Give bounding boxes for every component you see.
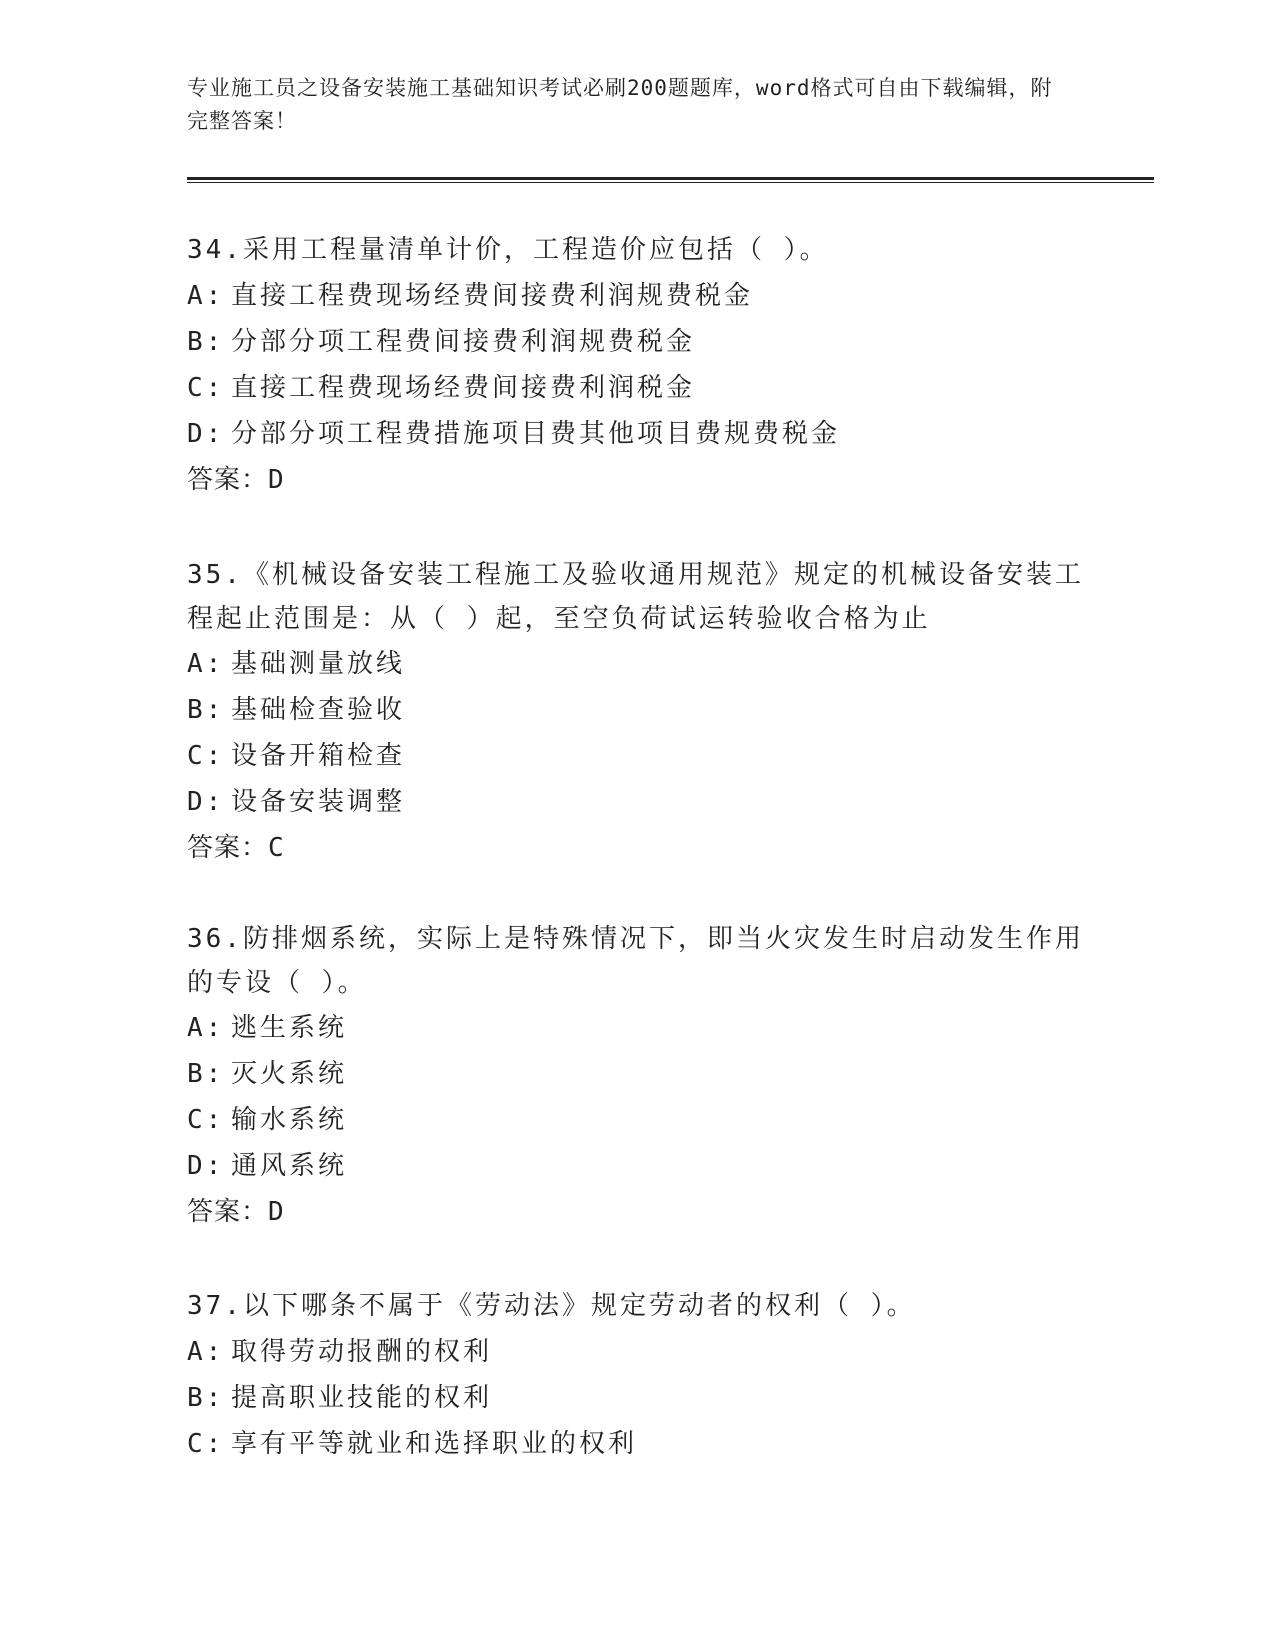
option-letter: B:	[187, 1383, 225, 1413]
option-letter: A:	[187, 649, 225, 679]
option-c	[187, 365, 1087, 411]
option-b	[187, 319, 1087, 365]
option-a	[187, 1329, 1087, 1375]
answer-line: 答案：D	[187, 1197, 285, 1227]
answer-line: 答案：D	[187, 465, 285, 495]
question-stem: 37.以下哪条不属于《劳动法》规定劳动者的权利（ ）。	[187, 1291, 916, 1321]
option-text: 逃生系统	[231, 1013, 348, 1043]
question-36	[187, 917, 1087, 1235]
question-37	[187, 1283, 1087, 1467]
option-d	[187, 1143, 1087, 1189]
option-letter: D:	[187, 419, 225, 449]
question-stem: 34.采用工程量清单计价，工程造价应包括（ ）。	[187, 235, 829, 265]
option-letter: B:	[187, 327, 225, 357]
option-c	[187, 733, 1087, 779]
option-c	[187, 1097, 1087, 1143]
question-34	[187, 227, 1087, 503]
option-letter: B:	[187, 695, 225, 725]
option-text: 设备安装调整	[231, 787, 406, 817]
option-b	[187, 687, 1087, 733]
option-text: 享有平等就业和选择职业的权利	[231, 1429, 638, 1459]
option-letter: C:	[187, 373, 225, 403]
option-text: 直接工程费现场经费间接费利润规费税金	[231, 281, 754, 311]
option-text: 基础检查验收	[231, 695, 406, 725]
option-letter: A:	[187, 1337, 225, 1367]
header-divider-thin	[187, 182, 1154, 183]
option-a	[187, 1005, 1087, 1051]
option-letter: C:	[187, 1429, 225, 1459]
option-text: 直接工程费现场经费间接费利润税金	[231, 373, 696, 403]
option-letter: D:	[187, 1151, 225, 1181]
option-a	[187, 273, 1087, 319]
option-d	[187, 779, 1087, 825]
option-letter: C:	[187, 741, 225, 771]
option-letter: B:	[187, 1059, 225, 1089]
header-divider-thick	[187, 177, 1154, 180]
option-text: 分部分项工程费间接费利润规费税金	[231, 327, 696, 357]
option-letter: C:	[187, 1105, 225, 1135]
option-text: 基础测量放线	[231, 649, 406, 679]
question-stem: 35.《机械设备安装工程施工及验收通用规范》规定的机械设备安装工程起止范围是：从（ ）起，至空负荷试运转验收合格为止	[187, 560, 1084, 634]
option-text: 取得劳动报酬的权利	[231, 1337, 493, 1367]
option-c	[187, 1421, 1087, 1467]
question-35	[187, 553, 1087, 871]
option-b	[187, 1051, 1087, 1097]
option-a	[187, 641, 1087, 687]
option-text: 通风系统	[231, 1151, 348, 1181]
document-header: 专业施工员之设备安装施工基础知识考试必刷200题题库，word格式可自由下载编辑，附完整答案！	[187, 76, 1053, 133]
option-letter: D:	[187, 787, 225, 817]
option-text: 输水系统	[231, 1105, 348, 1135]
option-letter: A:	[187, 1013, 225, 1043]
option-text: 分部分项工程费措施项目费其他项目费规费税金	[231, 419, 841, 449]
option-text: 灭火系统	[231, 1059, 348, 1089]
option-text: 设备开箱检查	[231, 741, 406, 771]
answer-line: 答案：C	[187, 833, 285, 863]
option-b	[187, 1375, 1087, 1421]
question-stem: 36.防排烟系统，实际上是特殊情况下，即当火灾发生时启动发生作用的专设（ ）。	[187, 924, 1084, 998]
option-text: 提高职业技能的权利	[231, 1383, 493, 1413]
option-letter: A:	[187, 281, 225, 311]
option-d	[187, 411, 1087, 457]
